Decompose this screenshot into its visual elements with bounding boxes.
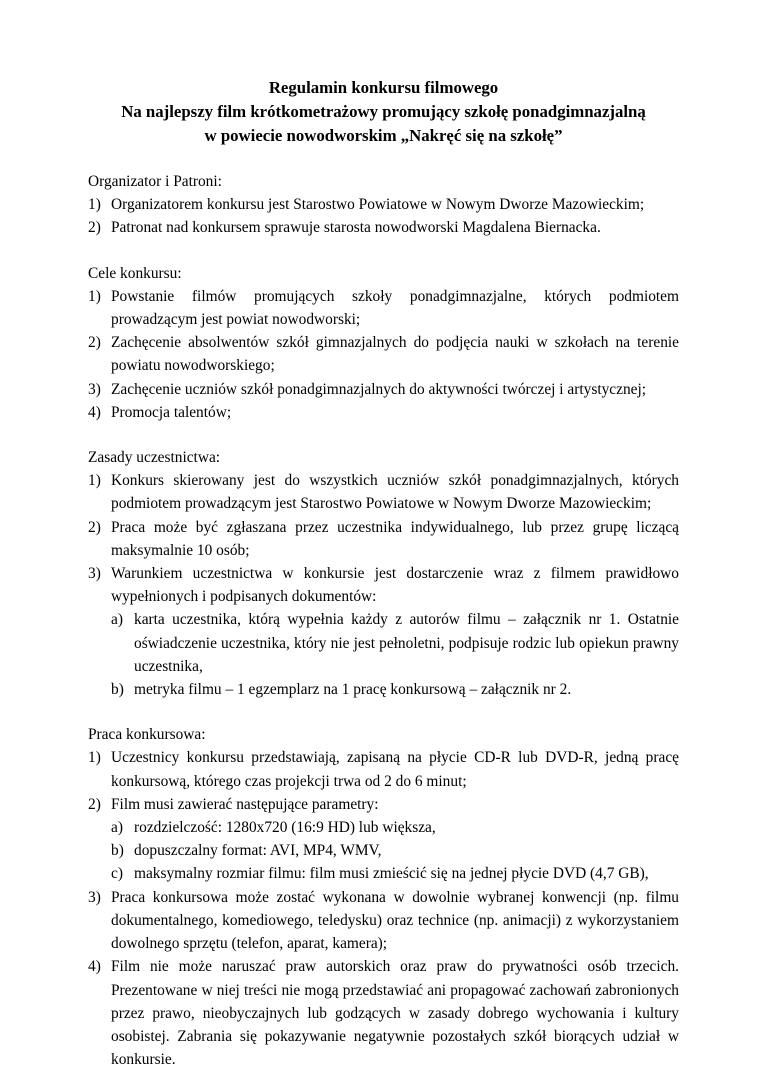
item-text: Uczestnicy konkursu przedstawiają, zapisaną na płycie CD-R lub DVD-R, jedną pracę konkursową, którego czas projekcji trwa od 2 do 6 minut; <box>111 749 679 790</box>
list-item <box>88 193 679 216</box>
section-heading: Zasady uczestnictwa: <box>88 449 221 467</box>
item-number: 3) <box>88 565 101 583</box>
item-text: Powstanie filmów promujących szkoły ponadgimnazjalne, których podmiotem prowadzącym jest powiat nowodworski; <box>111 287 679 329</box>
list-item <box>88 378 679 401</box>
item-text: dopuszczalny format: AVI, MP4, WMV, <box>134 842 382 860</box>
item-number: 2) <box>88 334 101 352</box>
item-number: 2) <box>88 795 101 813</box>
title-line-3: w powiecie nowodworskim „Nakręć się na szkołę” <box>204 126 563 145</box>
item-text: rozdzielczość: 1280x720 (16:9 HD) lub większa, <box>134 819 436 837</box>
work-list <box>88 746 679 1071</box>
item-number: 3) <box>88 380 101 398</box>
title-line-2: Na najlepszy film krótkometrażowy promujący szkołę ponadgimnazjalną <box>121 102 646 121</box>
work-sublist <box>111 816 679 886</box>
organizers-list <box>88 193 679 239</box>
sublist-item <box>111 862 679 885</box>
item-number: 2) <box>88 219 101 237</box>
item-number: 4) <box>88 403 101 421</box>
list-item <box>88 401 679 424</box>
item-text: Film nie może naruszać praw autorskich oraz praw do prywatności osób trzecich. Prezentowane w niej treści nie mogą przedstawiać ani propagować zachowań zabronionych przez prawo, nieobyczajnych lub godzących w zasady dobrego wychowania i kultury osobistej. Zabrania się pokazywanie negatywnie pozostałych szkół biorących udział w konkursie. <box>111 958 679 1069</box>
list-item <box>88 955 679 1071</box>
document-title <box>88 76 679 148</box>
item-letter: a) <box>111 819 123 837</box>
item-text: Film musi zawierać następujące parametry: <box>111 795 379 813</box>
item-text: maksymalny rozmiar filmu: film musi zmieścić się na jednej płycie DVD (4,7 GB), <box>134 865 649 883</box>
section-heading: Praca konkursowa: <box>88 726 206 744</box>
item-letter: b) <box>111 681 124 699</box>
item-number: 1) <box>88 472 101 490</box>
item-text: Patronat nad konkursem sprawuje starosta nowodworski Magdalena Biernacka. <box>111 219 601 237</box>
item-text: Warunkiem uczestnictwa w konkursie jest dostarczenie wraz z filmem prawidłowo wypełnionych i podpisanych dokumentów: <box>111 565 679 606</box>
list-item <box>88 886 679 956</box>
list-item <box>88 516 679 562</box>
rules-sublist <box>111 608 679 701</box>
item-number: 2) <box>88 518 101 536</box>
goals-list <box>88 285 679 424</box>
item-letter: b) <box>111 842 124 860</box>
item-letter: c) <box>111 865 123 883</box>
rules-list <box>88 469 679 701</box>
sublist-item <box>111 839 679 862</box>
item-text: metryka filmu – 1 egzemplarz na 1 pracę konkursową – załącznik nr 2. <box>134 681 572 699</box>
item-text: Organizatorem konkursu jest Starostwo Powiatowe w Nowym Dworze Mazowieckim; <box>111 196 645 214</box>
list-item <box>88 793 679 886</box>
item-text: Konkurs skierowany jest do wszystkich uczniów szkół ponadgimnazjalnych, których podmiotem prowadzącym jest Starostwo Powiatowe w Nowym Dworze Mazowieckim; <box>111 472 679 513</box>
list-item <box>88 469 679 515</box>
item-text: Praca może być zgłaszana przez uczestnika indywidualnego, lub przez grupę liczącą maksymalnie 10 osób; <box>111 518 679 559</box>
item-number: 1) <box>88 749 101 767</box>
item-text: Zachęcenie uczniów szkół ponadgimnazjalnych do aktywności twórczej i artystycznej; <box>111 380 647 398</box>
item-text: karta uczestnika, którą wypełnia każdy z autorów filmu – załącznik nr 1. Ostatnie oświadczenie uczestnika, który nie jest pełnoletni, podpisuje rodzic lub opiekun prawny uczestnika, <box>134 611 679 675</box>
item-number: 1) <box>88 196 101 214</box>
section-goals <box>88 262 679 424</box>
section-organizers <box>88 170 679 240</box>
section-heading: Organizator i Patroni: <box>88 173 222 190</box>
item-number: 1) <box>88 287 101 305</box>
sublist-item <box>111 678 679 701</box>
title-line-1: Regulamin konkursu filmowego <box>268 78 499 97</box>
item-text: Praca konkursowa może zostać wykonana w dowolnie wybranej konwencji (np. filmu dokumentalnego, komediowego, teledysku) oraz technice (np. animacji) z wykorzystaniem dowolnego sprzętu (telefon, aparat, kamera); <box>111 888 679 953</box>
section-work <box>88 723 679 1071</box>
item-number: 3) <box>88 888 101 906</box>
list-item <box>88 216 679 239</box>
list-item <box>88 285 679 331</box>
section-heading: Cele konkursu: <box>88 264 182 282</box>
item-text: Promocja talentów; <box>111 403 232 421</box>
sublist-item <box>111 608 679 678</box>
list-item <box>88 562 679 701</box>
sublist-item <box>111 816 679 839</box>
list-item <box>88 331 679 377</box>
section-rules <box>88 446 679 701</box>
list-item <box>88 746 679 792</box>
item-text: Zachęcenie absolwentów szkół gimnazjalnych do podjęcia nauki w szkołach na terenie powiatu nowodworskiego; <box>111 334 679 375</box>
item-letter: a) <box>111 611 123 629</box>
item-number: 4) <box>88 958 101 976</box>
